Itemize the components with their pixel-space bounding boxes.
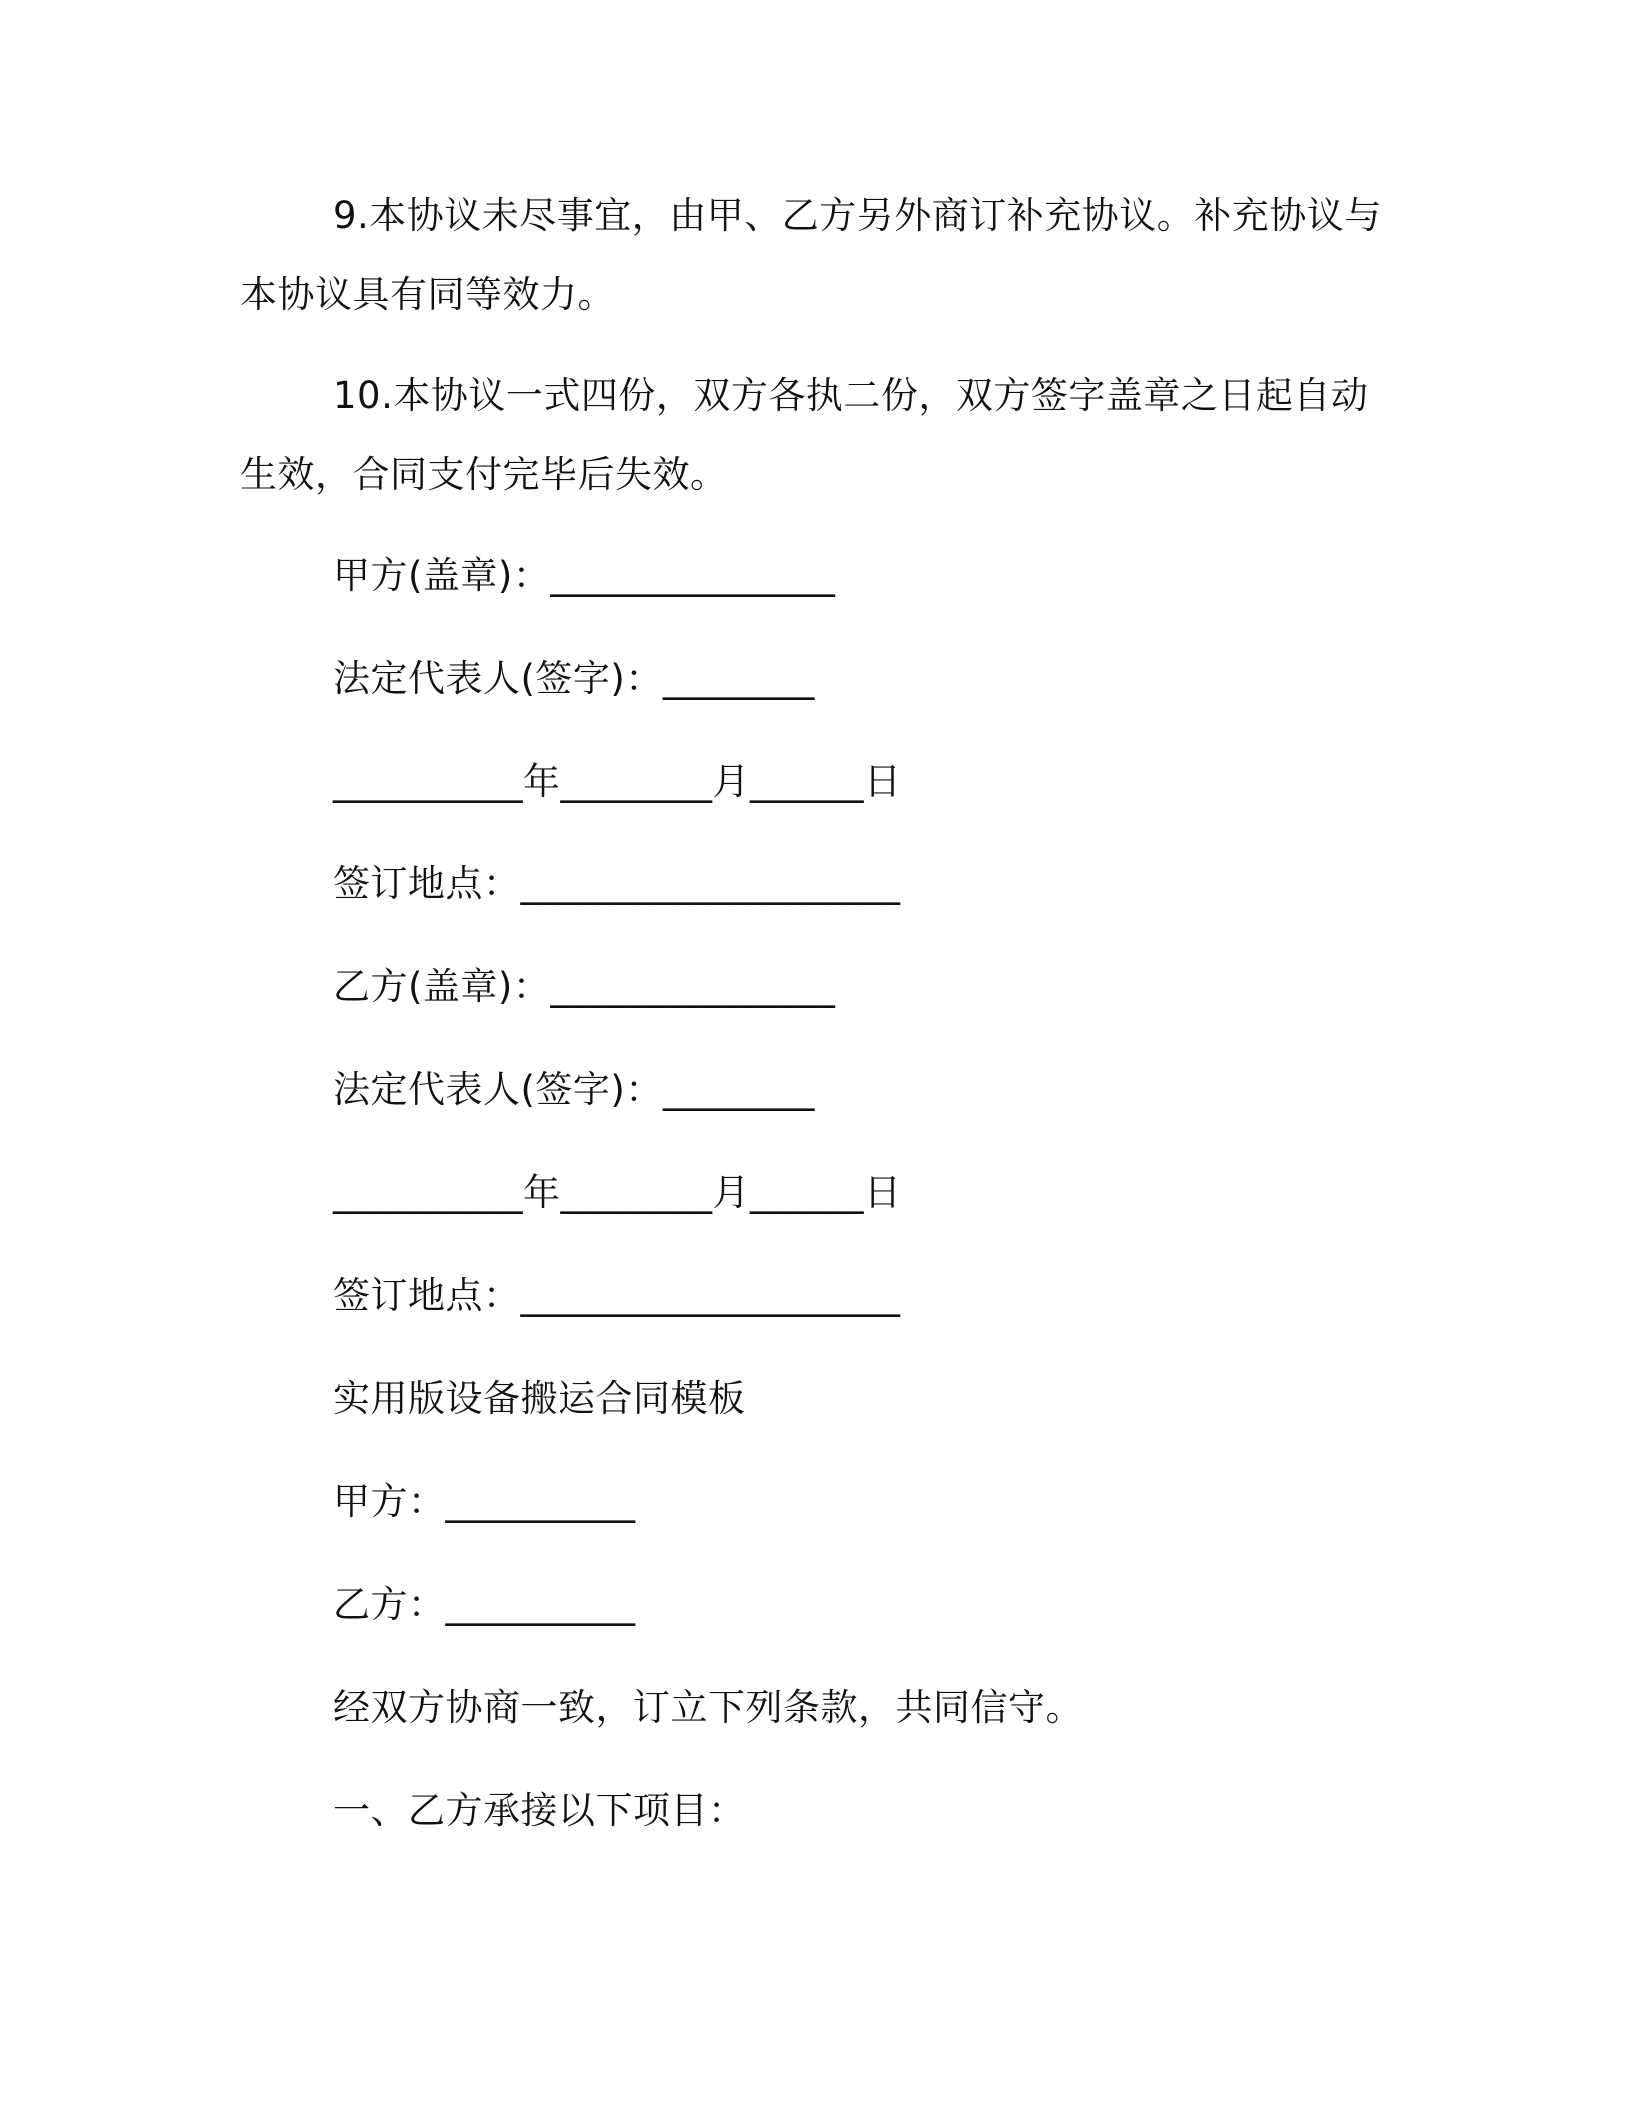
section-1-heading: 一、乙方承接以下项目： <box>333 1789 746 1832</box>
party-b-place-field: 签订地点：____________________ <box>333 1274 901 1317</box>
party-b-date-field: __________年________月______日 <box>333 1171 902 1214</box>
party-b-name-field: 乙方：__________ <box>333 1583 636 1626</box>
clause-9-line-1: 9.本协议未尽事宜，由甲、乙方另外商订补充协议。补充协议与 <box>333 194 1382 237</box>
preamble-text: 经双方协商一致，订立下列条款，共同信守。 <box>333 1686 1083 1729</box>
party-b-representative-field: 法定代表人(签字)：________ <box>333 1068 815 1111</box>
clause-9-line-2: 本协议具有同等效力。 <box>240 273 615 316</box>
template-title: 实用版设备搬运合同模板 <box>333 1377 746 1420</box>
party-a-place-field: 签订地点：____________________ <box>333 862 901 905</box>
clause-10-line-2: 生效，合同支付完毕后失效。 <box>240 453 728 496</box>
party-a-date-field: __________年________月______日 <box>333 760 902 803</box>
party-a-seal-field: 甲方(盖章)：_______________ <box>333 554 836 597</box>
party-b-seal-field: 乙方(盖章)：_______________ <box>333 965 836 1008</box>
party-a-representative-field: 法定代表人(签字)：________ <box>333 657 815 700</box>
clause-10-line-1: 10.本协议一式四份，双方各执二份，双方签字盖章之日起自动 <box>333 374 1369 417</box>
party-a-name-field: 甲方：__________ <box>333 1480 636 1523</box>
